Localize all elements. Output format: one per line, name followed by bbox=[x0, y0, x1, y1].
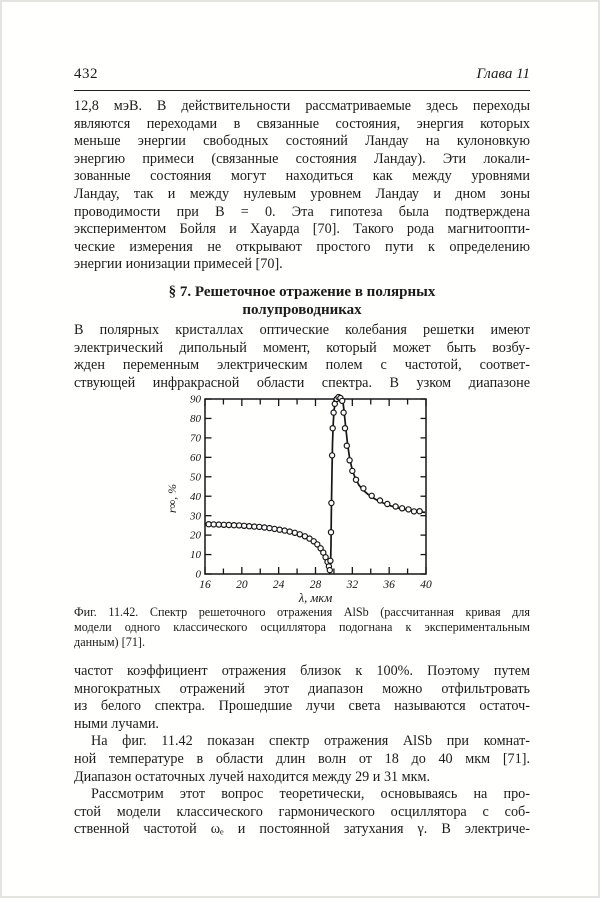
data-point-marker bbox=[329, 500, 334, 505]
plot-frame bbox=[205, 399, 426, 574]
data-point-marker bbox=[231, 523, 236, 528]
y-tick-label: 20 bbox=[190, 529, 201, 542]
text-line: На фиг. 11.42 показан спектр отражения AlSb при комнат- bbox=[91, 733, 530, 750]
text-line: ной температуре в области длин волн от 18 до 40 мкм [71]. bbox=[74, 750, 530, 767]
data-point-marker bbox=[328, 530, 333, 535]
text-line: В полярных кристаллах оптические колебания решетки имеют bbox=[74, 322, 530, 338]
text-line: зованные состояния могут находиться как между уровнями bbox=[74, 168, 530, 185]
y-tick-label: 70 bbox=[190, 432, 201, 445]
data-point-marker bbox=[330, 453, 335, 458]
text-line: из белого спектра. Прошедшие лучи света называются остаточ- bbox=[74, 698, 530, 715]
text-line: частот коэффициент отражения близок к 100%. Поэтому путем bbox=[74, 663, 530, 679]
text-line: меньше энергии свободных состояний Ландау на кулоновкую bbox=[74, 133, 530, 150]
data-point-marker bbox=[282, 528, 287, 533]
data-point-marker bbox=[330, 426, 335, 431]
paragraph bbox=[74, 322, 530, 392]
header-rule bbox=[74, 90, 530, 91]
paragraph bbox=[74, 786, 530, 839]
y-tick-label: 40 bbox=[190, 490, 201, 503]
page-header bbox=[74, 66, 530, 83]
data-point-marker bbox=[262, 525, 267, 530]
data-point-marker bbox=[400, 506, 405, 511]
section-heading-line2: полупроводниках bbox=[242, 302, 362, 319]
paragraph bbox=[74, 663, 530, 733]
data-point-marker bbox=[353, 477, 358, 482]
x-tick-label: 20 bbox=[236, 579, 248, 591]
data-point-marker bbox=[377, 498, 382, 503]
data-point-marker bbox=[369, 493, 374, 498]
data-point-marker bbox=[344, 443, 349, 448]
paragraph bbox=[74, 733, 530, 786]
y-tick-label: 10 bbox=[190, 549, 201, 562]
text-line: данным) [71]. bbox=[74, 634, 146, 649]
body-text-bottom bbox=[74, 663, 530, 839]
x-axis-title: λ, мкм bbox=[298, 591, 333, 605]
data-point-marker bbox=[267, 526, 272, 531]
text-line: Диапазон остаточных лучей находится между 29 и 31 мкм. bbox=[74, 768, 431, 785]
data-point-marker bbox=[216, 522, 221, 527]
section-heading bbox=[74, 283, 530, 320]
data-point-marker bbox=[257, 524, 262, 529]
text-line: модели одного классического осциллятора подогнана к экспериментальным bbox=[74, 619, 530, 634]
text-line: 12,8 мэВ. В действительности рассматриваемые здесь переходы bbox=[74, 98, 530, 114]
chapter-title: Глава 11 bbox=[476, 66, 530, 82]
data-point-marker bbox=[340, 398, 345, 403]
data-point-marker bbox=[328, 558, 333, 563]
text-line: являются переходами в связанные состояния, энергия которых bbox=[74, 115, 530, 132]
y-tick-label: 60 bbox=[190, 451, 201, 464]
text-line: ческие измерения не открывают простого пути к определению bbox=[74, 238, 530, 255]
text-line: многократных отражений этот диапазон можно отфильтровать bbox=[74, 680, 530, 697]
x-tick-label: 40 bbox=[420, 579, 432, 591]
x-tick-label: 16 bbox=[199, 579, 211, 591]
text-line: ствующей инфракрасной области спектра. В узком диапазоне bbox=[74, 374, 530, 391]
text-line: проводимости при B = 0. Эта гипотеза была подтверждена bbox=[74, 203, 530, 220]
data-point-marker bbox=[385, 501, 390, 506]
x-tick-label: 36 bbox=[383, 579, 395, 591]
x-tick-label: 32 bbox=[346, 579, 359, 591]
data-point-marker bbox=[361, 486, 366, 491]
y-axis-title: r∞, % bbox=[165, 483, 179, 514]
text-line: электрический дипольный момент, который может быть возбу- bbox=[74, 339, 530, 356]
data-point-marker bbox=[287, 529, 292, 534]
data-point-marker bbox=[417, 509, 422, 514]
data-point-marker bbox=[247, 524, 252, 529]
data-point-marker bbox=[277, 527, 282, 532]
data-point-marker bbox=[327, 568, 332, 573]
x-tick-label: 28 bbox=[309, 579, 322, 591]
text-line: энергии ионизации примесей [70]. bbox=[74, 256, 283, 273]
data-point-marker bbox=[341, 410, 346, 415]
y-tick-label: 50 bbox=[190, 471, 201, 484]
data-point-marker bbox=[211, 522, 216, 527]
text-line: Ландау, так и между нулевым уровнем Ландау и дном зоны bbox=[74, 185, 530, 202]
y-tick-label: 30 bbox=[190, 510, 201, 523]
body-text-mid bbox=[74, 322, 530, 392]
data-point-marker bbox=[350, 468, 355, 473]
x-tick-label: 24 bbox=[272, 579, 285, 591]
text-line: Фиг. 11.42. Спектр решеточного отражения AlSb (рассчитанная кривая для bbox=[74, 605, 530, 619]
section-heading-line1: § 7. Решеточное отражение в полярных bbox=[168, 284, 436, 300]
paragraph bbox=[74, 605, 530, 649]
text-line: экспериментом Бойля и Хауарда [70]. Такого рода магнитоопти- bbox=[74, 221, 530, 238]
paragraph bbox=[74, 98, 530, 274]
data-point-marker bbox=[331, 410, 336, 415]
data-point-marker bbox=[347, 458, 352, 463]
page-number: 432 bbox=[74, 66, 98, 82]
body-text-top bbox=[74, 98, 530, 274]
figure-caption bbox=[74, 605, 530, 649]
text-line: жден переменным электрическим полем с частотой, соответ- bbox=[74, 357, 530, 374]
data-point-marker bbox=[411, 509, 416, 514]
text-line: ными лучами. bbox=[74, 715, 159, 732]
y-tick-label: 90 bbox=[190, 393, 201, 406]
data-point-marker bbox=[272, 526, 277, 531]
data-point-marker bbox=[393, 504, 398, 509]
text-line: ственной частотой ωₑ и постоянной затухания γ. В электриче- bbox=[74, 821, 530, 838]
data-point-marker bbox=[406, 507, 411, 512]
data-point-marker bbox=[242, 523, 247, 528]
data-point-marker bbox=[342, 426, 347, 431]
data-point-marker bbox=[226, 522, 231, 527]
figure-11-42 bbox=[162, 393, 442, 605]
y-tick-label: 0 bbox=[195, 568, 201, 581]
data-point-marker bbox=[237, 523, 242, 528]
data-point-marker bbox=[297, 532, 302, 537]
text-line: энергию примеси (связанные состояния Ландау). Эти локали- bbox=[74, 150, 530, 167]
y-tick-label: 80 bbox=[190, 413, 201, 426]
text-line: Рассмотрим этот вопрос теоретически, основываясь на про- bbox=[91, 786, 530, 803]
reflection-spectrum-svg bbox=[162, 393, 442, 605]
text-line: стой модели классического гармонического осциллятора с соб- bbox=[74, 803, 530, 820]
